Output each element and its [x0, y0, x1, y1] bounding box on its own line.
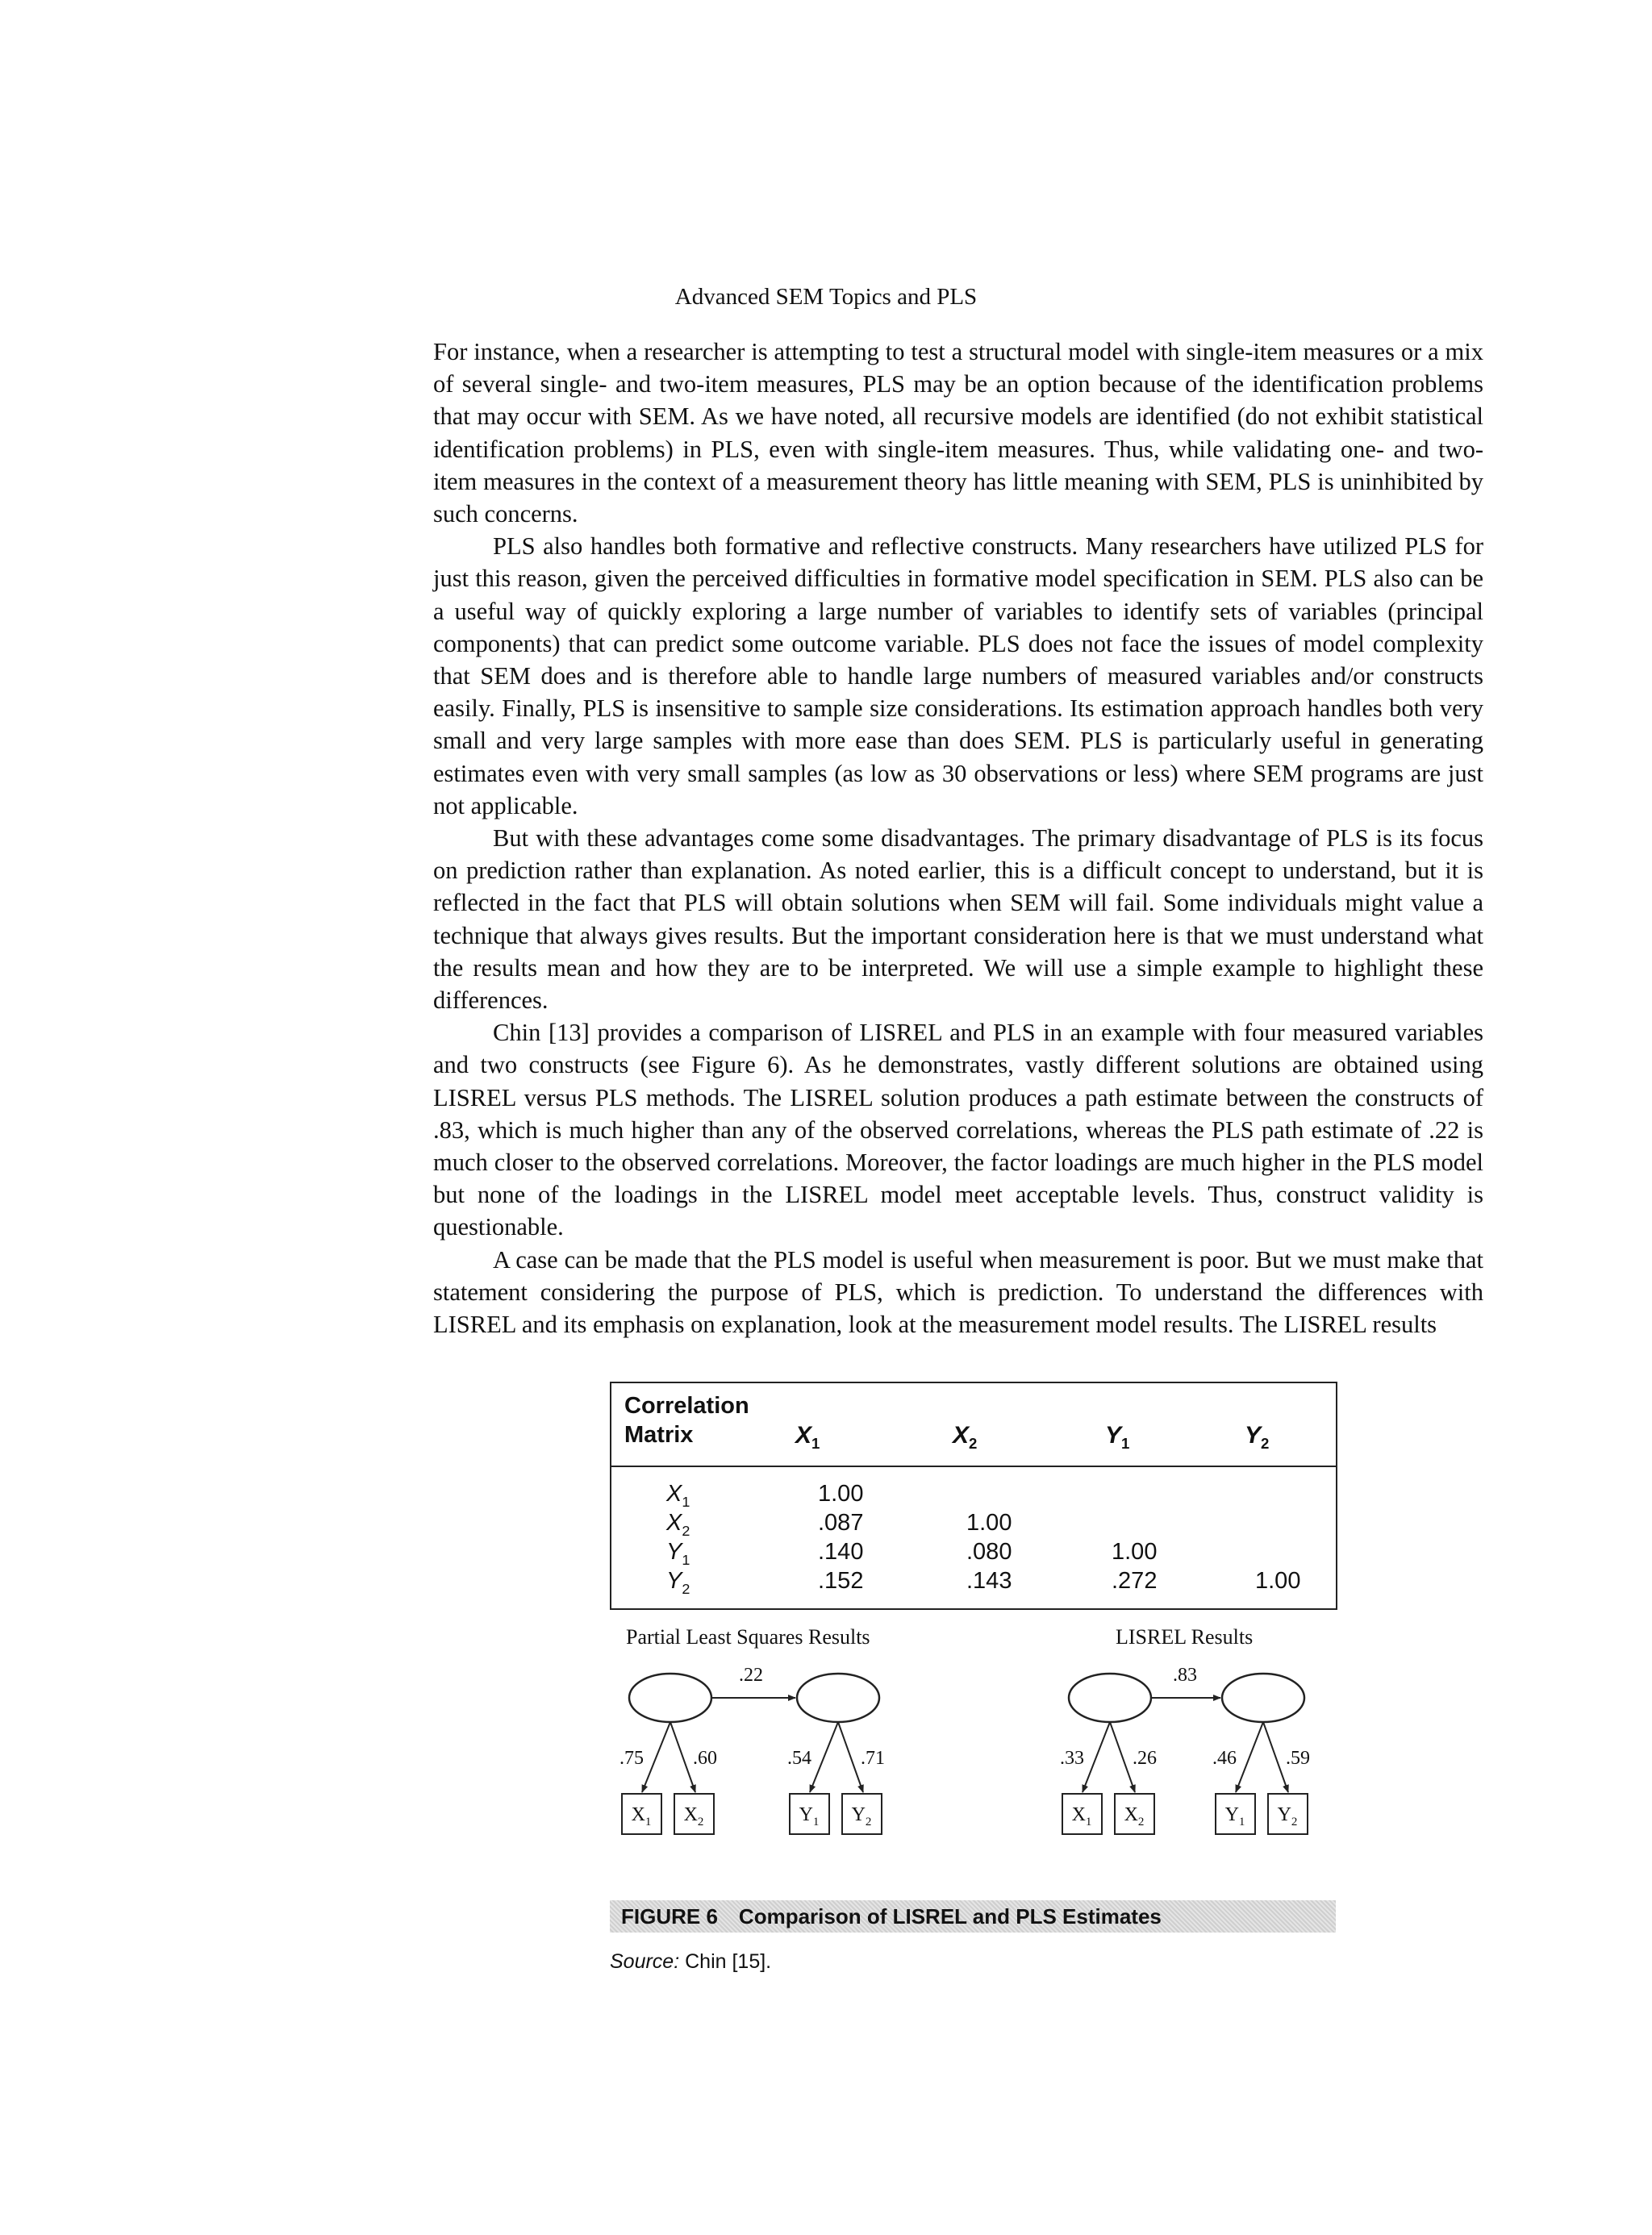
cell-y1-y1: 1.00: [1112, 1539, 1158, 1565]
header-rule: [611, 1466, 1336, 1467]
lisrel-loading-arrow-x1: [1083, 1722, 1110, 1792]
svg-text:X1: $X_1$: [631, 1804, 652, 1828]
lisrel-path-coefficient: .83: [1173, 1665, 1197, 1686]
pls-loading-y1: .54: [787, 1748, 811, 1769]
pls-construct-x-ellipse: [629, 1674, 711, 1722]
pls-diagram: [620, 1665, 885, 1834]
column-header-x2: $X_2$: [953, 1422, 978, 1452]
paragraph-3: But with these advantages come some disadvantages. The primary disadvantage of PLS is its focus on prediction rather than explanation. As noted earlier, this is a difficult concept to understand, but it is reflected in the fact that PLS will obtain solutions when SEM will fail. Some individuals might value a technique that always gives results. But the important consideration here is that we must understand what the results mean and how they are to be interpreted. We will use a simple example to highlight these differences.: [433, 824, 1483, 1015]
pls-loading-y2: .71: [861, 1748, 885, 1769]
lisrel-loading-y1: .46: [1212, 1748, 1237, 1769]
row-header-x2: $X_2$: [666, 1510, 690, 1539]
svg-text:Y1: $Y_1$: [1224, 1804, 1245, 1828]
lisrel-indicator-y1: [1216, 1794, 1255, 1834]
pls-loading-arrow-x2: [670, 1722, 695, 1792]
running-head: Advanced SEM Topics and PLS: [674, 284, 978, 310]
lisrel-indicator-x2: [1115, 1794, 1154, 1834]
row-header-x1: $X_1$: [666, 1481, 690, 1510]
figure-caption-text: Comparison of LISREL and PLS Estimates: [738, 1904, 1162, 1929]
svg-text:X2: $X_2$: [1124, 1804, 1145, 1828]
svg-text:Y1: $Y_1$: [799, 1804, 820, 1828]
svg-text:X2: $X_2$: [683, 1804, 704, 1828]
lisrel-loading-arrow-y1: [1236, 1722, 1263, 1792]
body-text: [433, 336, 1483, 1341]
paragraph-2: PLS also handles both formative and reflective constructs. Many researchers have utilized PLS for just this reason, given the perceived difficulties in formative model specification in SEM. PLS also can be a useful way of quickly exploring a large number of variables to identify sets of variables (principal components) that can predict some outcome variable. PLS does not face the issues of model complexity that SEM does and is therefore able to handle large numbers of measured variables and/or constructs easily. Finally, PLS is insensitive to sample size considerations. Its estimation approach handles both very small and very large samples with more ease than does SEM. PLS is particularly useful in generating estimates even with very small samples (as low as 30 observations or less) where SEM programs are just not applicable.: [433, 532, 1483, 819]
lisrel-loading-x1: .33: [1060, 1748, 1084, 1769]
paragraph-1: For instance, when a researcher is attempting to test a structural model with single-item measures or a mix of several single- and two-item measures, PLS may be an option because of the identification problems that may occur with SEM. As we have noted, all recursive models are identified (do not exhibit statistical identification problems) in PLS, even with single-item measures. Thus, while validating one- and two-item measures in the context of a measurement theory has little meaning with SEM, PLS is uninhibited by such concerns.: [433, 338, 1483, 528]
pls-path-coefficient: .22: [739, 1665, 763, 1686]
pls-loading-x1: .75: [620, 1748, 644, 1769]
cell-x1-x1: 1.00: [818, 1481, 864, 1507]
svg-text:Y2: $Y_2$: [851, 1804, 872, 1828]
source-prefix: Source:: [610, 1950, 680, 1973]
pls-indicator-x1: [622, 1794, 661, 1834]
lisrel-loading-x2: .26: [1133, 1748, 1157, 1769]
pls-results-title: Partial Least Squares Results: [626, 1625, 870, 1649]
lisrel-indicator-x1: [1062, 1794, 1102, 1834]
path-diagrams: [610, 1656, 1336, 1898]
pls-indicator-x2: [674, 1794, 714, 1834]
cell-y2-y1: .272: [1112, 1568, 1158, 1594]
cell-y2-x2: .143: [966, 1568, 1012, 1594]
lisrel-construct-y-ellipse: [1222, 1674, 1304, 1722]
pls-indicator-y2: [842, 1794, 882, 1834]
pls-indicator-y1: [790, 1794, 829, 1834]
cell-y2-x1: .152: [818, 1568, 864, 1594]
correlation-matrix-table: [610, 1382, 1337, 1610]
column-header-y2: $Y_2$: [1245, 1422, 1270, 1452]
pls-construct-y-ellipse: [797, 1674, 879, 1722]
lisrel-loading-arrow-x2: [1110, 1722, 1135, 1792]
figure-caption-label: FIGURE 6: [621, 1904, 718, 1929]
pls-loading-x2: .60: [693, 1748, 717, 1769]
lisrel-loading-arrow-y2: [1263, 1722, 1288, 1792]
source-text: Chin [15].: [685, 1950, 772, 1973]
paragraph-5: A case can be made that the PLS model is useful when measurement is poor. But we must make that statement considering the purpose of PLS, which is prediction. To understand the differences with LISREL and its emphasis on explanation, look at the measurement model results. The LISREL results: [433, 1245, 1483, 1339]
lisrel-results-title: LISREL Results: [1116, 1625, 1254, 1649]
row-header-y1: $Y_1$: [666, 1539, 690, 1568]
column-header-x1: $X_1$: [795, 1422, 820, 1452]
pls-loading-arrow-y2: [838, 1722, 863, 1792]
paragraph-4: Chin [13] provides a comparison of LISREL and PLS in an example with four measured variables and two constructs (see Figure 6). As he demonstrates, vastly different solutions are obtained using LISREL versus PLS methods. The LISREL solution produces a path estimate between the constructs of .83, which is much higher than any of the observed correlations, whereas the PLS path estimate of .22 is much closer to the observed correlations. Moreover, the factor loadings are much higher in the PLS model but none of the loadings in the LISREL model meet acceptable levels. Thus, construct validity is questionable.: [433, 1019, 1483, 1241]
cell-y1-x1: .140: [818, 1539, 864, 1565]
cell-x2-x2: 1.00: [966, 1510, 1012, 1536]
figure-caption: [610, 1900, 1336, 1933]
lisrel-loading-y2: .59: [1286, 1748, 1310, 1769]
cell-y1-x2: .080: [966, 1539, 1012, 1565]
lisrel-construct-x-ellipse: [1069, 1674, 1151, 1722]
heading-line-1: Correlation: [624, 1393, 749, 1419]
heading-line-2: Matrix: [624, 1422, 694, 1448]
cell-x2-x1: .087: [818, 1510, 864, 1536]
svg-text:Y2: $Y_2$: [1277, 1804, 1298, 1828]
pls-loading-arrow-y1: [810, 1722, 838, 1792]
pls-loading-arrow-x1: [642, 1722, 670, 1792]
column-header-y1: $Y_1$: [1105, 1422, 1130, 1452]
cell-y2-y2: 1.00: [1255, 1568, 1301, 1594]
correlation-matrix-heading: [624, 1391, 749, 1449]
lisrel-diagram: [1060, 1665, 1310, 1834]
row-header-y2: $Y_2$: [666, 1568, 690, 1597]
lisrel-indicator-y2: [1268, 1794, 1308, 1834]
figure-source: [610, 1950, 771, 1974]
svg-text:X1: $X_1$: [1071, 1804, 1092, 1828]
